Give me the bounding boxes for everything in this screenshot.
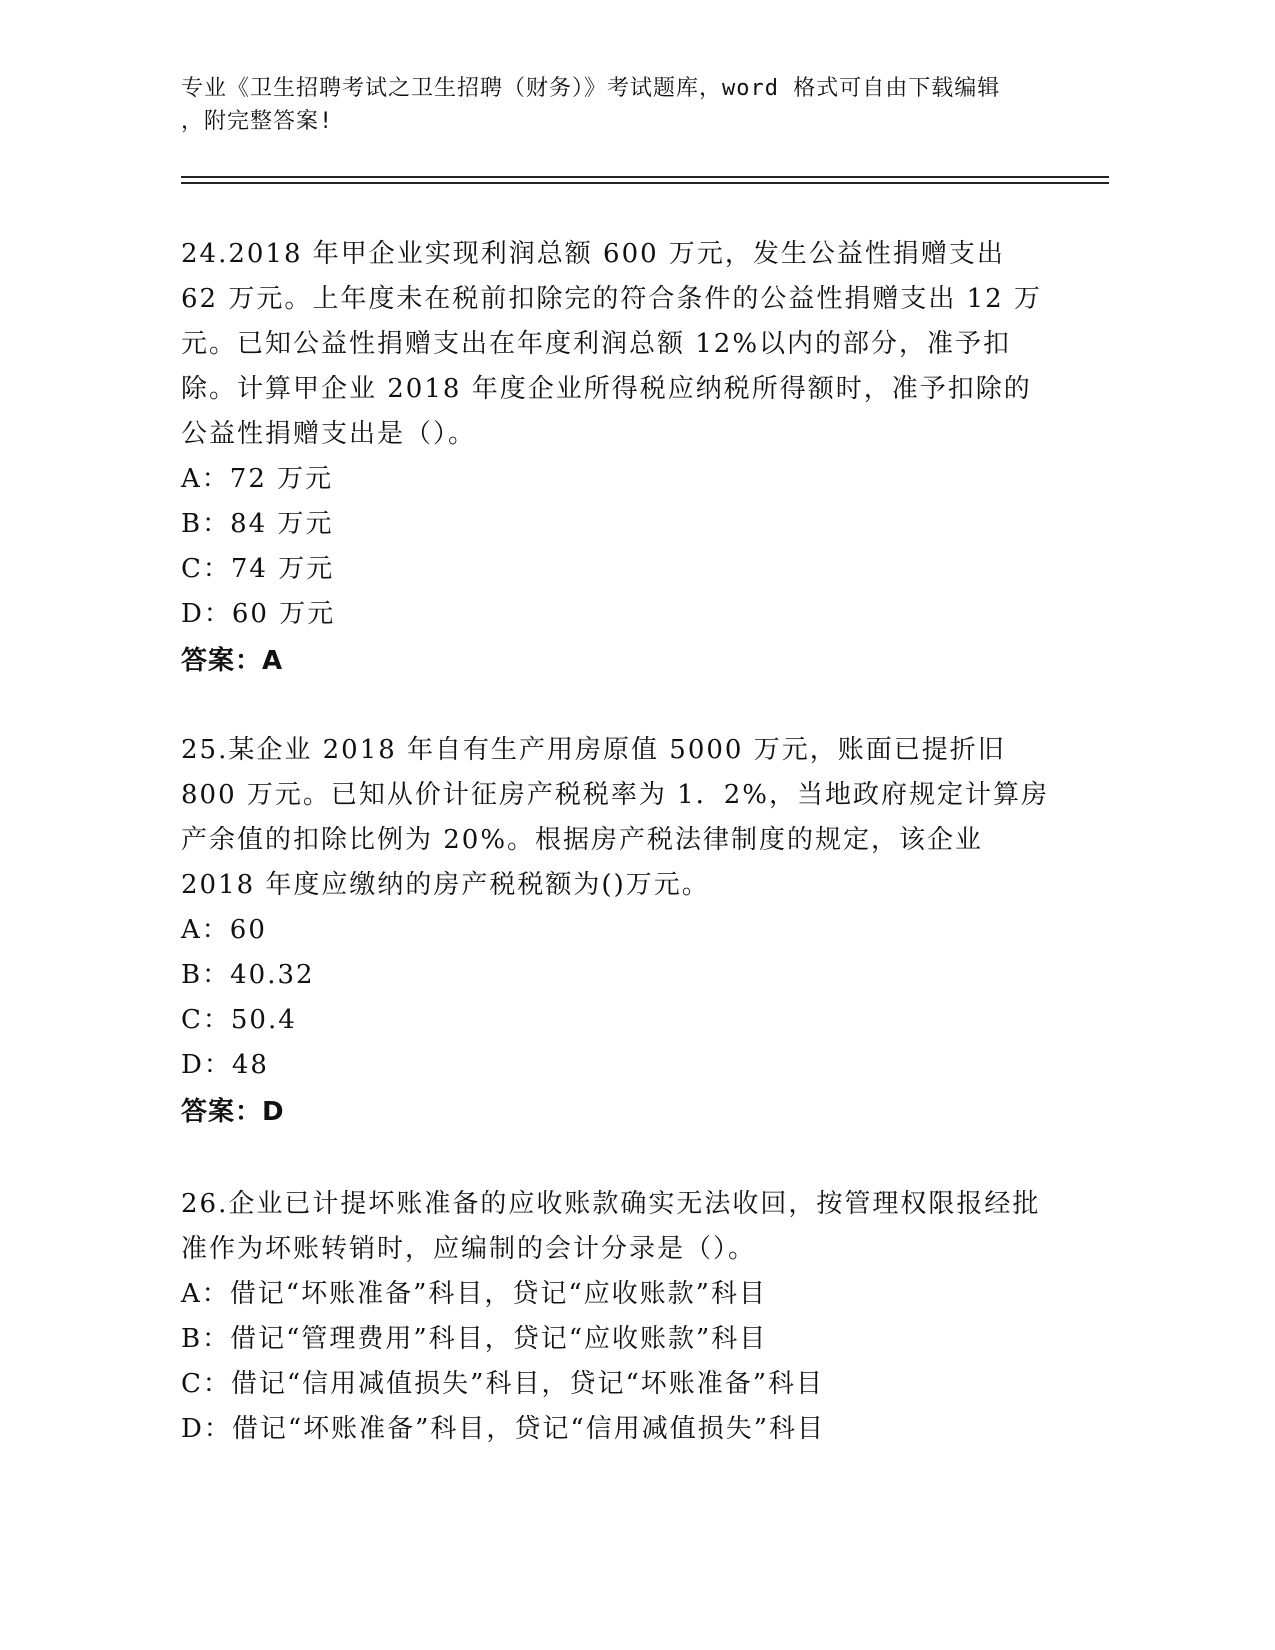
option-d: D：48 — [181, 1050, 269, 1080]
option-d: D：60 万元 — [181, 599, 336, 629]
option-b: B：借记“管理费用”科目，贷记“应收账款”科目 — [181, 1324, 768, 1354]
option-a: A：借记“坏账准备”科目，贷记“应收账款”科目 — [181, 1279, 767, 1309]
option-c: C：74 万元 — [181, 554, 335, 584]
answer-label: 答案：A — [181, 646, 284, 676]
question-25 — [181, 728, 1051, 1135]
answer-label: 答案：D — [181, 1097, 285, 1127]
header-divider-bottom — [181, 182, 1109, 184]
question-26 — [181, 1182, 1051, 1452]
option-b: B：84 万元 — [181, 509, 334, 539]
header-divider-top — [181, 176, 1109, 178]
option-d: D：借记“坏账准备”科目，贷记“信用减值损失”科目 — [181, 1414, 826, 1444]
option-c: C：50.4 — [181, 1005, 297, 1035]
question-stem: 24.2018 年甲企业实现利润总额 600 万元，发生公益性捐赠支出 62 万元。上年度未在税前扣除完的符合条件的公益性捐赠支出 12 万元。已知公益性捐赠支出在年度利润总额 12%以内的部分，准予扣除。计算甲企业 2018 年度企业所得税应纳税所得额时，准予扣除的公益性捐赠支出是（）。 — [181, 239, 1042, 449]
document-header — [181, 72, 1041, 138]
option-a: A：72 万元 — [181, 464, 334, 494]
option-b: B：40.32 — [181, 960, 315, 990]
question-stem: 26.企业已计提坏账准备的应收账款确实无法收回，按管理权限报经批准作为坏账转销时，应编制的会计分录是（）。 — [181, 1189, 1041, 1264]
question-stem: 25.某企业 2018 年自有生产用房原值 5000 万元，账面已提折旧 800 万元。已知从价计征房产税税率为 1．2%，当地政府规定计算房产余值的扣除比例为 20%。根据房产税法律制度的规定，该企业 2018 年度应缴纳的房产税税额为()万元。 — [181, 735, 1049, 900]
option-c: C：借记“信用减值损失”科目，贷记“坏账准备”科目 — [181, 1369, 825, 1399]
option-a: A：60 — [181, 915, 267, 945]
header-line-2: ，附完整答案! — [181, 109, 334, 134]
question-24 — [181, 232, 1051, 684]
header-line-1: 专业《卫生招聘考试之卫生招聘（财务）》考试题库，word 格式可自由下载编辑 — [181, 76, 1001, 101]
